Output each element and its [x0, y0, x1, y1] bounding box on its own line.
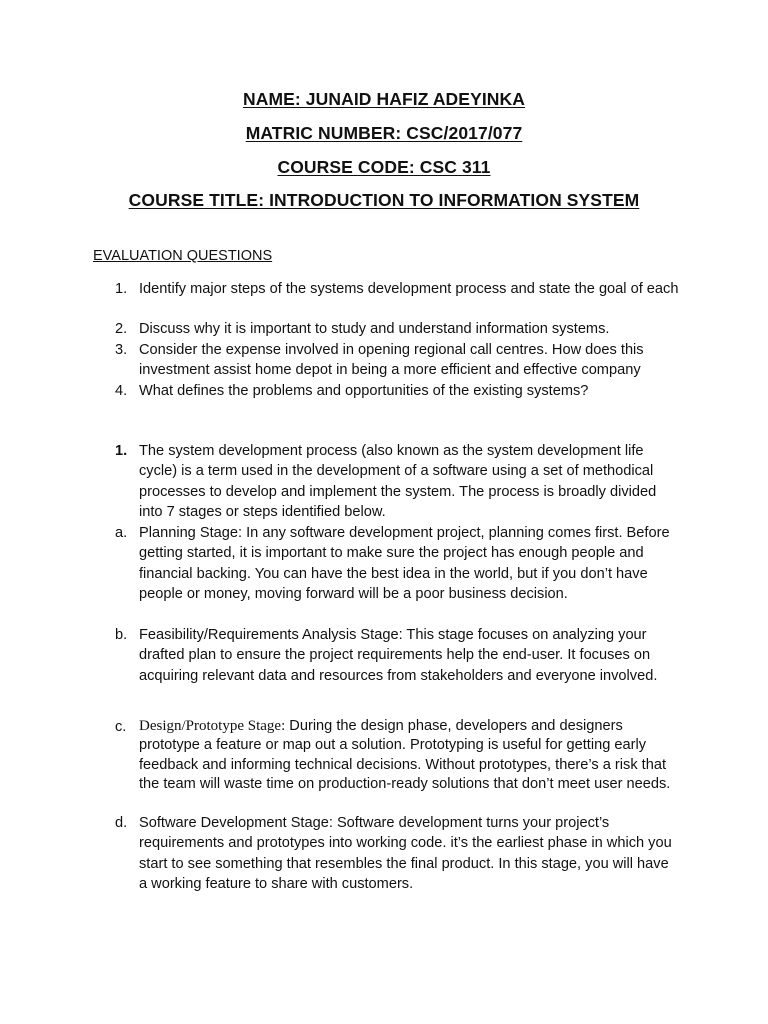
question-number: 4.: [115, 383, 128, 399]
stage-text: [139, 523, 679, 605]
stage-body: Software development turns your project’s requirements and prototypes into working code. it’s the earliest phase in which you start to see something that resembles the final product. In this stage, you will have a working feature to share with customers.: [139, 815, 672, 893]
course-code: COURSE CODE: CSC 311: [277, 157, 491, 177]
stage-text: [139, 625, 679, 686]
question-number: 3.: [115, 342, 128, 358]
stage-title: Feasibility/Requirements Analysis Stage:: [139, 627, 403, 643]
stage-body: This stage focuses on analyzing your drafted plan to ensure the project requirements help the end-user. It focuses on acquiring relevant data and resources from stakeholders and everyone involved.: [139, 627, 658, 684]
question-text: Discuss why it is important to study and understand information systems.: [139, 321, 610, 337]
answer-intro-text: The system development process (also known as the system development life cycle) is a term used in the development of a software using a set of methodical processes to develop and implement the system. The process is broadly divided into 7 stages or steps identified below.: [139, 443, 657, 521]
stage-letter: a.: [115, 525, 128, 541]
evaluation-heading: EVALUATION QUESTIONS: [93, 248, 273, 264]
stage-text: [139, 813, 679, 895]
stage-text: [139, 717, 679, 795]
question-text: Identify major steps of the systems development process and state the goal of each: [139, 281, 679, 297]
answer-number: 1.: [115, 443, 128, 459]
stage-title: Planning Stage:: [139, 525, 243, 541]
stage-body: During the design phase, developers and designers prototype a feature or map out a solution. Prototyping is useful for getting early feedback and informing technical decisions. Without prototypes, there’s a risk that the team will waste time on production-ready solutions that don’t meet user needs.: [139, 718, 671, 793]
question-number: 1.: [115, 281, 128, 297]
stage-letter: d.: [115, 815, 128, 831]
matric-number: MATRIC NUMBER: CSC/2017/077: [245, 123, 523, 143]
course-title: COURSE TITLE: INTRODUCTION TO INFORMATION SYSTEM: [128, 190, 640, 210]
stage-body: In any software development project, planning comes first. Before getting started, it is important to make sure the project has enough people and financial backing. You can have the best idea in the world, but if you don’t have people or money, moving forward will be a poor business decision.: [139, 525, 670, 603]
question-text: Consider the expense involved in opening regional call centres. How does this investment assist home depot in being a more efficient and effective company: [139, 342, 644, 379]
stage-title: Design/Prototype Stage:: [139, 718, 286, 734]
question-number: 2.: [115, 321, 128, 337]
student-name: NAME: JUNAID HAFIZ ADEYINKA: [242, 89, 526, 109]
stage-letter: c.: [115, 719, 127, 735]
stage-letter: b.: [115, 627, 128, 643]
stage-title: Software Development Stage:: [139, 815, 333, 831]
question-text: What defines the problems and opportunities of the existing systems?: [139, 383, 589, 399]
